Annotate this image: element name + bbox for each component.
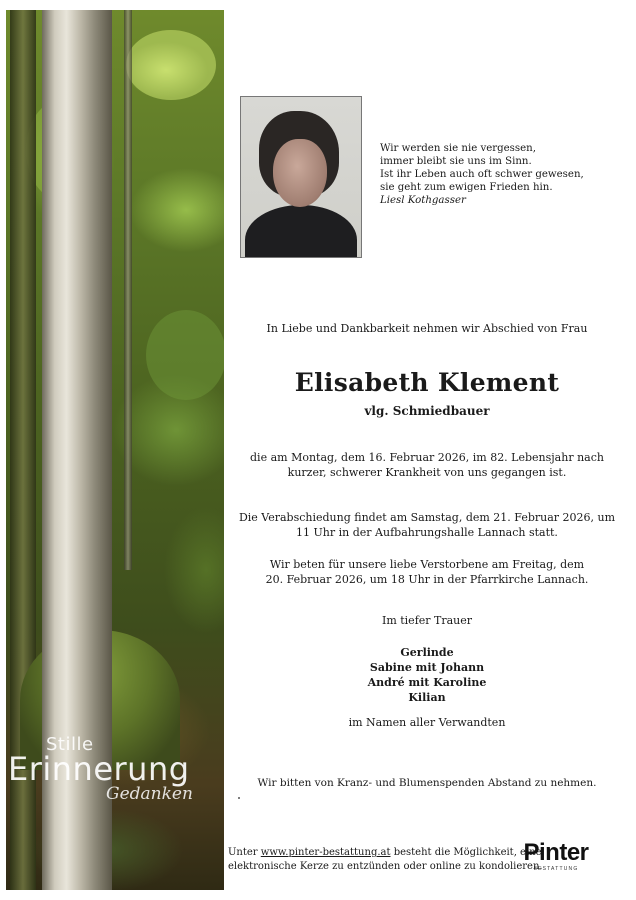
footer-line-2: elektronische Kerze zu entzünden oder online zu kondolieren.: [228, 861, 543, 872]
poem-line: sie geht zum ewigen Frieden hin.: [380, 182, 553, 193]
poem-line: immer bleibt sie uns im Sinn.: [380, 156, 532, 167]
caption-gedanken: Gedanken: [106, 784, 193, 804]
mourner-name: André mit Karoline: [367, 676, 487, 689]
logo-subtitle: BESTATTUNG: [533, 866, 579, 872]
portrait-face: [273, 139, 327, 207]
image-caption: [6, 732, 224, 822]
relatives-note: im Namen aller Verwandten: [348, 716, 506, 729]
mourner-name: Kilian: [408, 691, 446, 704]
flowers-note: Wir bitten von Kranz- und Blumenspenden Abstand zu nehmen.: [257, 777, 597, 789]
death-notice-line: die am Montag, dem 16. Februar 2026, im 82. Lebensjahr nach: [250, 451, 604, 464]
poem: [380, 142, 630, 207]
portrait-photo: [240, 96, 362, 258]
prayer-info: [228, 557, 626, 587]
farewell-info: [228, 510, 626, 540]
poem-author: Liesl Kothgasser: [380, 195, 466, 206]
farewell-line: Die Verabschiedung findet am Samstag, dem 21. Februar 2026, um: [238, 511, 616, 524]
farewell-line: 11 Uhr in der Aufbahrungshalle Lannach statt.: [296, 526, 558, 539]
caption-stille: Stille: [46, 734, 94, 755]
foliage-patch: [126, 30, 216, 100]
prayer-line: 20. Februar 2026, um 18 Uhr in der Pfarrkirche Lannach.: [265, 573, 589, 586]
stray-dot: [238, 797, 240, 799]
intro-text: In Liebe und Dankbarkeit nehmen wir Abschied von Frau: [266, 322, 588, 335]
mourning-label: Im tiefer Trauer: [381, 614, 473, 627]
mourners-list: [228, 645, 626, 705]
caption-erinnerung: Erinnerung: [8, 750, 190, 788]
foliage-patch: [146, 310, 224, 400]
logo-word: Pinter: [523, 839, 589, 866]
pinter-logo: [520, 840, 592, 872]
deceased-name: Elisabeth Klement: [294, 368, 560, 397]
footer-text: [228, 846, 543, 874]
footer-prefix: Unter: [228, 847, 258, 858]
prayer-line: Wir beten für unsere liebe Verstorbene am Freitag, dem: [269, 558, 585, 571]
death-notice: [228, 450, 626, 480]
vulgo-name: vlg. Schmiedbauer: [364, 404, 490, 418]
portrait-body: [245, 205, 357, 258]
mourner-name: Gerlinde: [400, 646, 454, 659]
footer-suffix: besteht die Möglichkeit, eine: [393, 847, 542, 858]
tree-trunk-thin: [124, 10, 132, 570]
poem-line: Ist ihr Leben auch oft schwer gewesen,: [380, 169, 584, 180]
mourner-name: Sabine mit Johann: [369, 661, 485, 674]
poem-line: Wir werden sie nie vergessen,: [380, 143, 536, 154]
forest-image: [6, 10, 224, 890]
footer-line-1: [228, 846, 542, 860]
website-link[interactable]: www.pinter-bestattung.at: [260, 847, 391, 858]
death-notice-line: kurzer, schwerer Krankheit von uns gegangen ist.: [287, 466, 567, 479]
